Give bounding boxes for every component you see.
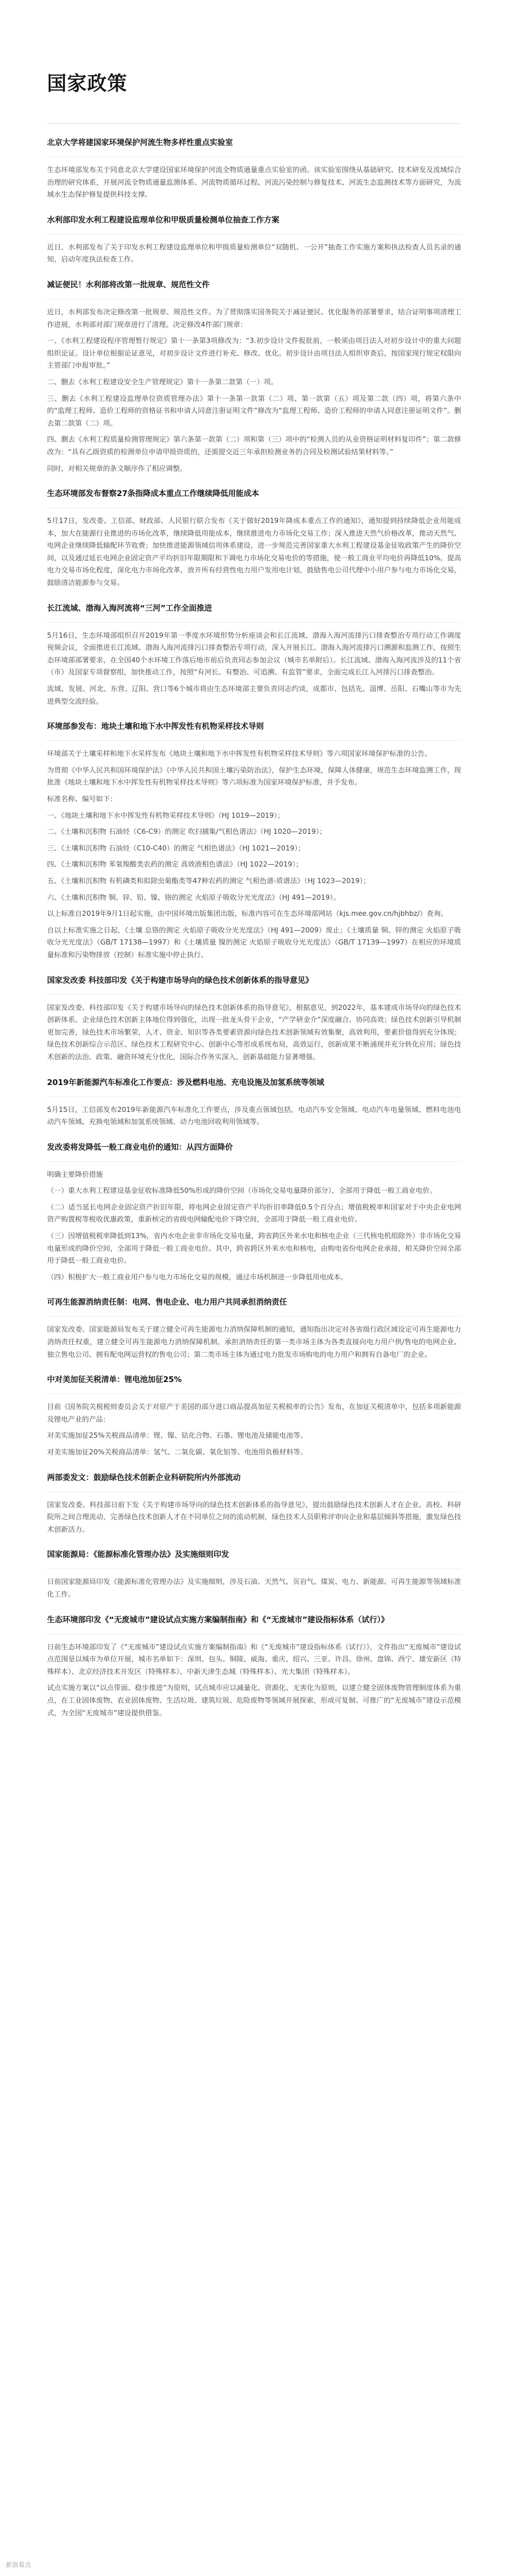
section-divider bbox=[47, 622, 461, 623]
section-paragraph: 近日，水利部发布了关于印发水利工程建设监理单位和甲级质量检测单位“双随机、一公开”抽查工作实施方案和执法检查人员名录的通知，启动年度执法检查工作。 bbox=[47, 243, 461, 264]
section-paragraph: 四、《土壤和沉积物 苯氧羧酸类农药的测定 高效液相色谱法》（HJ 1022—2019）； bbox=[47, 860, 303, 869]
section-divider bbox=[47, 234, 461, 235]
watermark: 新浪看点 bbox=[6, 2562, 31, 2569]
section-title: 生态环境部印发《“无废城市”建设试点实施方案编制指南》和《“无废城市”建设指标体系（试行）》 bbox=[47, 1615, 389, 1625]
policy-section bbox=[47, 279, 461, 475]
section-paragraph: 国家发改委、科技部日前下发《关于构建市场导向的绿色技术创新体系的指导意见》，提出鼓励绿色技术创新人才在企业、高校、科研院所之间合理流动，完善绿色技术创新人才在不同单位之间的流动机制，绿色技术人员职称评审向企业和基层倾斜等措施，激发绿色技术创新活力。 bbox=[47, 1500, 461, 1533]
section-paragraph: 5月17日，发改委、工信部、财政部、人民银行联合发布《关于做好2019年降成本重点工作的通知》，通知提到持续降低企业用能成本，加大在能源行业推进的市场化改革，继续降低用能成本，继续推进电力市场化交易工作；深入推进天然气价格改革，推动天然气、电网企业继续降低输配环节收费；加快推进能源领域信用体系建设，进一步规范完善国家重大水利工程建设基金征收政策产生的降价空间，以及通过延长电网企业固定资产平均折旧年限期限和下调电力市场化交易电价的等措施，使一般工商业平均电价再降低10%。提高电力交易市场化程度，深化电力市场化改革，放开所有经营性电力用户发用电计划，鼓励售电公司代理中小用户参与电力市场化交易，鼓励清洁能源参与交易。 bbox=[47, 517, 461, 587]
section-title: 长江流域、渤海入海河流将“三河”工作全面推进 bbox=[47, 603, 212, 613]
policy-section bbox=[47, 487, 461, 590]
section-paragraph: 四、删去《水利工程质量检测管理规定》第六条第一款第（二）项和第（三）项中的“检测人员的从业资格证明材料复印件”；第二款修改为：“具有乙级资质的检测单位申请甲级资质的，还需提交近三年承担检测业务的合同及检测试验结果材料等。” bbox=[47, 435, 461, 456]
policy-section bbox=[47, 1373, 461, 1458]
section-paragraph: 环境部关于土壤采样和地下水采样发布《地块土壤和地下水中挥发性有机物采样技术导则》等六项国家环境保护标准的公告。 bbox=[47, 750, 432, 758]
policy-section bbox=[47, 974, 461, 1064]
title-divider bbox=[47, 123, 461, 124]
page-title: 国家政策 bbox=[47, 72, 127, 95]
section-paragraph: 日前生态环境部印发了《“无废城市”建设试点实施方案编制指南》和《“无废城市”建设指标体系（试行）》，文件指出“无废城市”建设试点范围是以城市为单位开展，城市名单如下：深圳、包头、铜陵、威海、重庆、绍兴、三亚、许昌、徐州、盘锦、西宁、雄安新区（特殊样本）、北京经济技术开发区（特殊样本）、中新天津生态城（特殊样本）、光大集团（特殊样本）。 bbox=[47, 1642, 461, 1676]
section-paragraph: 五、《土壤和沉积物 有机磷类和拟除虫菊酯类等47种农药的测定 气相色谱-质谱法》（HJ 1023—2019）； bbox=[47, 876, 370, 885]
section-title: 国家发改委 科技部印发《关于构建市场导向的绿色技术创新体系的指导意见》 bbox=[47, 975, 313, 985]
section-title: 2019年新能源汽车标准化工作要点：涉及燃料电池、充电设施及加氢系统等领域 bbox=[47, 1078, 325, 1087]
section-title: 国家能源局：《能源标准化管理办法》及实施细则印发 bbox=[47, 1550, 229, 1560]
policy-section bbox=[47, 1472, 461, 1536]
section-paragraph: 5月16日，生态环境部组织召开2019年第一季度水环境形势分析座谈会和长江流域、渤海入海河流排污口排查整治专项行动工作调度视频会议，全面推进长江流域、渤海入海河流排污口排查整治专项行动，深入开展长江、渤海入海河流排污口溯源和监测工作，按照生态环境部部署要求，在全国40个水环境工作落后地市前后负责同志参加会议（城市名单附后）。长江流域、渤海入海河流涉及的11个省（市）及国家专项督察组，加快推动工作，按照“有河长、有整治、可追溯、有监管”要求，全面完成长江入河排污口排查整治。 bbox=[47, 631, 461, 677]
section-paragraph: 三、删去《水利工程建设监理单位资质管理办法》第十一条第一款第（二）项、第一款第（五）项及第二款（四）项，将第六条中的“监理工程师、造价工程师的资格证书和申请人同意注册证明文件”修改为“监理工程师、造价工程师的申请人同意注册证明文件”。删去第二款第（二）项。 bbox=[47, 394, 461, 427]
section-paragraph: 国家发改委、科技部印发《关于构建市场导向的绿色技术创新体系的指导意见》，根据意见，到2022年，基本建成市场导向的绿色技术创新体系。企业绿色技术创新主体地位得到强化，出现一批龙头骨干企业，“产学研金介”深度融合、协同高效；绿色技术创新引导机制更加完善，绿色技术市场繁荣，人才、资金、知识等各类要素资源向绿色技术创新领域有效集聚，高效利用，要素价值得到充分体现；绿色技术创新综合示范区、绿色技术工程研究中心、创新中心等形成系统布局，高效运行，创新成果不断涌现并充分转化应用；绿色技术创新的法治、政策、融资环境充分优化，国际合作务实深入，创新基础能力显著增强。 bbox=[47, 1003, 461, 1061]
section-paragraph: 生态环境部发布关于同意北京大学建设国家环境保护河流全物质通量重点实验室的函。该实验室围绕从基础研究、技术研发及流域综合治理的研究体系，开展河流全物质通量监测体系、河流物质循环过程、河流污染控制与修复技术、河流生态监测技术等方面研究，为流域水生态保护修复提供科技支撑。 bbox=[47, 166, 461, 199]
section-paragraph: 二、《土壤和沉积物 石油烃（C6-C9）的测定 吹扫捕集/气相色谱法》（HJ 1020—2019）； bbox=[47, 828, 326, 836]
section-title: 减证便民！水利部将改第一批规章、规范性文件 bbox=[47, 280, 210, 290]
section-paragraph: 日前国家能源局印发《能源标准化管理办法》及实施细则，涉及石油、天然气、页岩气、煤炭、电力、新能源、可再生能源等领域标准化工作。 bbox=[47, 1578, 461, 1598]
policy-section bbox=[47, 136, 461, 201]
section-divider bbox=[47, 1161, 461, 1162]
policy-section bbox=[47, 1076, 461, 1129]
section-paragraph: 5月15日，工信部发布2019年新能源汽车标准化工作要点，涉及重点领域包括，电动汽车安全领域、电动汽车电量领域、燃料电池电动汽车领域、充换电领域和加氢系统领域、动力电池回收利用领域等。 bbox=[47, 1105, 461, 1126]
policy-section bbox=[47, 602, 461, 708]
section-paragraph: 流域、发展、河北、东营、辽阳、营口等6个城市将由生态环境部主要负责同志约谈，成都市、包括先、淄博、岳阳、石嘴山等市为先进典型交流经验。 bbox=[47, 685, 461, 705]
section-paragraph: 对美实施加征25%关税商品清单：锂、镍、钴化合物、石墨、锂电池及储能电池等。 bbox=[47, 1431, 307, 1440]
section-title: 环境部参发布：地块土壤和地下水中挥发性有机物采样技术导则 bbox=[47, 722, 264, 732]
section-paragraph: 一、《地块土壤和地下水中挥发性有机物采样技术导则》（HJ 1019—2019）； bbox=[47, 811, 284, 819]
policy-section bbox=[47, 1296, 461, 1361]
section-paragraph: 为贯彻《中华人民共和国环境保护法》《中华人民共和国土壤污染防治法》，保护生态环境，保障人体健康，规范生态环境监测工作，现批准《地块土壤和地下水中挥发性有机物采样技术导则》等六项标准为国家环境保护标准，并予发布。 bbox=[47, 766, 461, 787]
section-divider bbox=[47, 1568, 461, 1569]
section-divider bbox=[47, 994, 461, 995]
section-paragraph: 对美实施加征20%关税商品清单：氢气、二氧化碳、氧化铝等、电池用负极材料等。 bbox=[47, 1448, 307, 1456]
section-paragraph: （一）重大水利工程建设基金征收标准降低50%形成的降价空间（市场化交易电量降价部分），全部用于降低一般工商业电价。 bbox=[47, 1186, 437, 1195]
section-paragraph: 二、删去《水利工程建设安全生产管理规定》第十一条第二款第（一）项。 bbox=[47, 377, 278, 386]
policy-section bbox=[47, 1548, 461, 1601]
section-title: 生态环境部发布督察27条指降成本重点工作继续降低用能成本 bbox=[47, 489, 259, 499]
section-paragraph: 同时，对相关规章的条文顺序作了相应调整。 bbox=[47, 464, 187, 473]
section-title: 两部委发文：鼓励绿色技术创新企业科研院所内外部流动 bbox=[47, 1473, 241, 1482]
section-divider bbox=[47, 740, 461, 741]
section-paragraph: 明确主要降价措施 bbox=[47, 1170, 103, 1178]
section-title: 水利部印发水利工程建设监理单位和甲级质量检测单位抽查工作方案 bbox=[47, 215, 279, 225]
policy-section bbox=[47, 720, 461, 961]
section-paragraph: 三、《土壤和沉积物 石油烃（C10-C40）的测定 气相色谱法》（HJ 1021—2019）； bbox=[47, 844, 305, 852]
section-title: 北京大学将建国家环境保护河流生物多样性重点实验室 bbox=[47, 138, 233, 147]
section-paragraph: 一、《水利工程建设程序管理暂行规定》第十一条第3项修改为：“3.初步设计文件报批前，一般须由项目法人对初步设计中的重大问题组织论证。设计单位根据论证意见，对初步设计文件进行补充、修改、优化。初步设计由项目法人组织审查后，按国家现行规定权限向主管部门申报审批。” bbox=[47, 337, 461, 370]
section-paragraph: 试点实施方案以“以点带面、稳步推进”为原则，试点城市应以减量化、资源化、无害化为原则，以建立健全固体废物管理制度体系为重点，在工业固体废物、农业固体废物、生活垃圾、建筑垃圾、危险废物等领域开展探索，形成可复制、可推广的“无废城市”建设示范模式，为全国“无废城市”建设提供借鉴。 bbox=[47, 1684, 461, 1717]
policy-section bbox=[47, 214, 461, 266]
section-title: 可再生能源消纳责任制：电网、售电企业、电力用户共同承担消纳责任 bbox=[47, 1298, 287, 1307]
policy-section bbox=[47, 1141, 461, 1284]
section-paragraph: 自以上标准实施之日起，《土壤 总铬的测定 火焰原子吸收分光光度法》（HJ 491—2009）废止；《土壤质量 铜、锌的测定 火焰原子吸收分光光度法》（GB/T 17138—1997）和《土壤质量 镍的测定 火焰原子吸收分光光度法》（GB/T 17139—1997）在相应的环境质量标准和污染物排放（控制）标准实施中停止执行。 bbox=[47, 926, 461, 959]
section-paragraph: （二）适当延长电网企业固定资产折旧年限，将电网企业固定资产平均折旧率降低0.5个百分点；增值税税率和国家对于中央企业电网资产购置税等税收优惠政策，重新核定的省级电网输配电价下降空间，全部用于降低一般工商业电价。 bbox=[47, 1203, 461, 1224]
section-paragraph: 目前《国务院关税税则委员会关于对原产于美国的部分进口商品提高加征关税税率的公告》发布，在加征关税清单中，包括多项新能源及锂电产业的产品： bbox=[47, 1403, 461, 1423]
section-paragraph: 六、《土壤和沉积物 铜、锌、铅、镍、铬的测定 火焰原子吸收分光光度法》（HJ 491—2019）。 bbox=[47, 893, 341, 901]
section-paragraph: 近日，水利部发布决定修改第一批规章、规范性文件。为了贯彻落实国务院关于减证便民、优化服务的部署要求，结合证明事项清理工作进展，水利部对部门规章进行了清理。决定修改4件部门规章： bbox=[47, 307, 461, 329]
section-paragraph: 国家发改委、国家能源局发布关于建立健全可再生能源电力消纳保障机制的通知，通知指出决定对各省级行政区域设定可再生能源电力消纳责任权重，建立健全可再生能源电力消纳保障机制。承担消纳责任的第一类市场主体为各类直接向电力用户供/售电的电网企业、独立售电公司、拥有配电网运营权的售电公司；第二类市场主体为通过电力批发市场购电的电力用户和拥有自备电厂的企业。 bbox=[47, 1325, 461, 1359]
section-paragraph: 以上标准自2019年9月1日起实施，由中国环境出版集团出版，标准内容可在生态环境部网站（kjs.mee.gov.cn/hjbhbz/）查询。 bbox=[47, 910, 448, 918]
section-divider bbox=[47, 1316, 461, 1317]
section-title: 发改委将发降低一般工商业电价的通知：从四方面降价 bbox=[47, 1142, 233, 1152]
section-divider bbox=[47, 1096, 461, 1097]
policy-section bbox=[47, 1614, 461, 1720]
section-paragraph: 标准名称、编号如下： bbox=[47, 795, 117, 803]
section-paragraph: （四）积极扩大一般工商业用户参与电力市场化交易的规模，通过市场机制进一步降低用电成本。 bbox=[47, 1273, 348, 1281]
section-title: 中对美加征关税清单：锂电池加征25% bbox=[47, 1375, 182, 1385]
section-paragraph: （三）因增值税税率降低到13%，省内水电企业非市场化交易电量，跨省跨区外来水电和核电企业（三代核电机组除外）非市场化交易电量形成的降价空间，全部用于降低一般工商业电价。其中，跨省跨区外来水电和核电，由购电省份电网企业承接，相关降价空间全部用于降低一般工商业电价。 bbox=[47, 1232, 461, 1265]
policy-section-list bbox=[47, 136, 461, 1719]
